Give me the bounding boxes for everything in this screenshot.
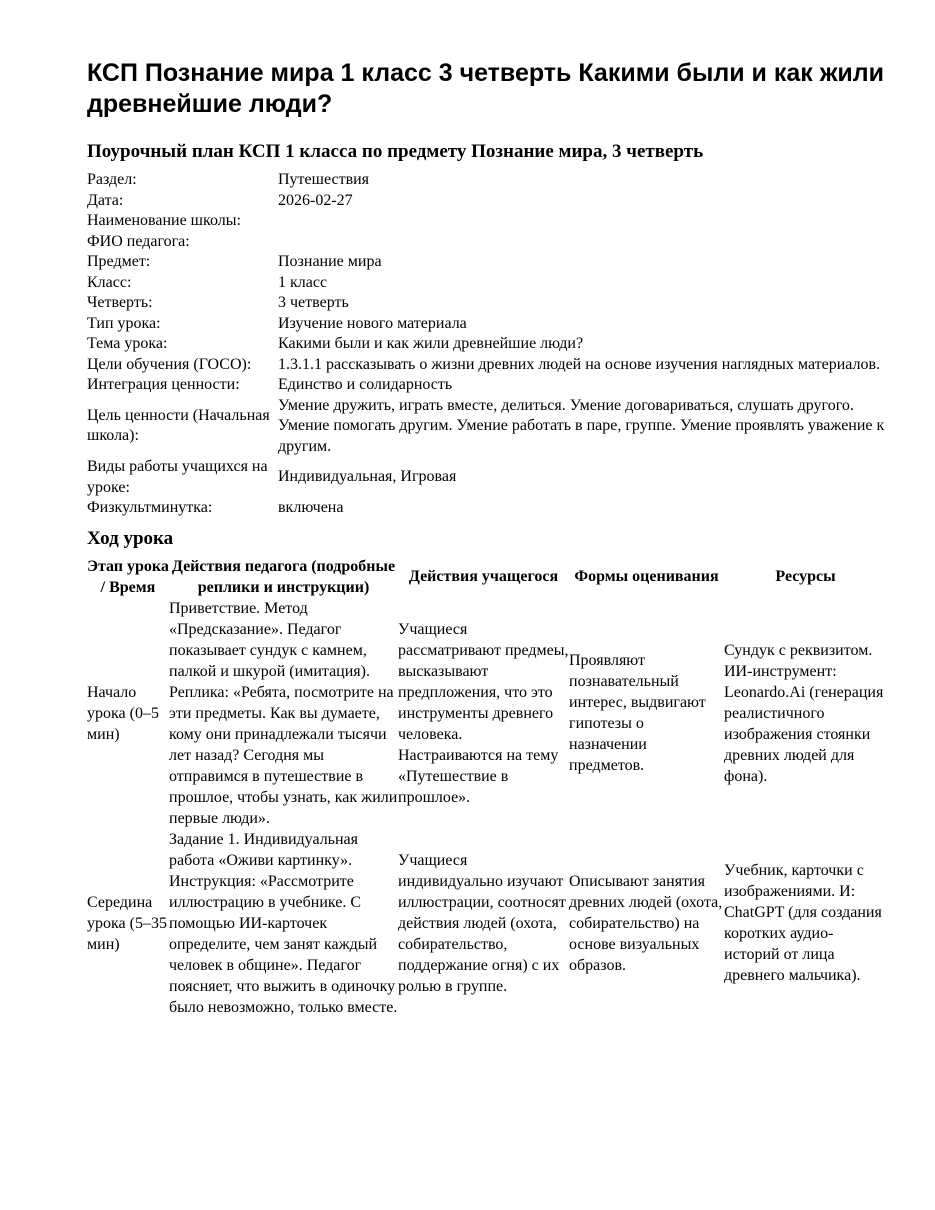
info-label: Четверть:: [87, 294, 153, 311]
info-row: [87, 191, 893, 212]
info-label: Тема урока:: [87, 335, 168, 352]
info-value: Путешествия: [278, 171, 370, 188]
cell-student: Учащиеся рассматривают предмеы, высказывают предпложения, что это инструменты древнего человека. Настраиваются на тему «Путешествие в прошлое».: [398, 620, 569, 806]
info-value: Познание мира: [278, 253, 382, 270]
cell-teacher: Приветствие. Метод «Предсказание». Педагог показывает сундук с камнем, палкой и шкурой (имитация). Реплика: «Ребята, посмотрите на эти предметы. Как вы думаете, кому они принадлежали тысячи лет назад? Сегодня мы отправимся в путешествие в прошлое, чтобы узнать, как жили первые люди».: [169, 599, 398, 827]
table-header-row: [87, 556, 887, 598]
info-value: 1 класс: [278, 273, 328, 291]
cell-stage: Середина урока (5–35 мин): [87, 893, 167, 953]
info-label: ФИО педагога:: [87, 232, 190, 250]
column-header-resources: Ресурсы: [775, 568, 836, 585]
info-value: Изучение нового материала: [278, 314, 467, 332]
info-label: Наименование школы:: [87, 212, 241, 229]
cell-teacher: Задание 1. Индивидуальная работа «Оживи картинку». Инструкция: «Рассмотрите иллюстрацию в учебнике. С помощью ИИ-карточек определите, чем занят каждый человек в общине». Педагог поясняет, что выжить в одиночку было невозможно, только вместе.: [169, 830, 398, 1016]
cell-resources: Сундук с реквизитом. ИИ-инструмент: Leonardo.Ai (генерация реалистичного изображения стоянки древних людей для фона).: [724, 641, 884, 785]
info-row: [87, 355, 893, 376]
cell-assessment: Описывают занятия древних людей (охота, собирательство) на основе визуальных образов.: [569, 872, 723, 974]
cell-student: Учащиеся индивидуально изучают иллюстрации, соотносят действия людей (охота, собирательство, поддержание огня) с их ролью в группе.: [398, 851, 566, 995]
column-header-student: Действия учащегося: [408, 568, 559, 585]
info-value: 3 четверть: [278, 294, 349, 311]
info-row: [87, 252, 893, 273]
column-header-assessment: Формы оценивания: [574, 568, 719, 585]
info-label: Цели обучения (ГОСО):: [87, 355, 252, 373]
info-row: [87, 170, 893, 191]
info-value: Умение дружить, играть вместе, делиться. Умение договариваться, слушать другого. Умение помогать другим. Умение работать в паре, группе. Умение проявлять уважение к другим.: [278, 396, 885, 455]
info-value: 2026-02-27: [278, 191, 353, 209]
info-label: Цель ценности (Начальная школа):: [87, 406, 270, 445]
info-row: [87, 396, 893, 458]
info-value: Какими были и как жили древнейшие люди?: [278, 335, 584, 352]
progress-heading: Ход урока: [87, 527, 174, 549]
info-label: Тип урока:: [87, 314, 161, 332]
info-label: Интеграция ценности:: [87, 376, 240, 393]
info-label: Предмет:: [87, 253, 151, 270]
info-value: [278, 211, 893, 232]
info-row: [87, 498, 893, 519]
info-value: [278, 232, 893, 253]
lesson-progress-table: [87, 556, 887, 1018]
info-value: 1.3.1.1 рассказывать о жизни древних людей на основе изучения наглядных материалов.: [278, 355, 881, 373]
info-label: Класс:: [87, 273, 132, 291]
cell-resources: Учебник, карточки с изображениями. И: ChatGPT (для создания коротких аудио-историй от лица древнего мальчика).: [724, 862, 882, 984]
info-label: Раздел:: [87, 171, 137, 188]
info-row: [87, 457, 893, 498]
cell-stage: Начало урока (0–5 мин): [87, 683, 159, 743]
info-row: [87, 293, 893, 314]
info-value: Единство и солидарность: [278, 376, 453, 393]
info-row: [87, 375, 893, 396]
lesson-info-table: [87, 170, 893, 519]
table-row: [87, 598, 887, 829]
info-row: [87, 314, 893, 335]
info-row: [87, 334, 893, 355]
info-row: [87, 273, 893, 294]
info-value: Индивидуальная, Игровая: [278, 468, 457, 486]
cell-assessment: Проявляют познавательный интерес, выдвигают гипотезы о назначении предметов.: [569, 652, 706, 774]
column-header-stage: Этап урока / Время: [87, 557, 169, 596]
info-label: Дата:: [87, 191, 124, 209]
info-label: Виды работы учащихся на уроке:: [87, 458, 268, 496]
document-title: КСП Познание мира 1 класс 3 четверть Какими были и как жили древнейшие люди?: [87, 59, 885, 118]
table-row: [87, 829, 887, 1018]
info-label: Физкультминутка:: [87, 499, 213, 516]
info-row: [87, 211, 893, 232]
column-header-teacher: Действия педагога (подробные реплики и инструкции): [171, 557, 396, 596]
plan-heading: Поурочный план КСП 1 класса по предмету Познание мира, 3 четверть: [87, 141, 704, 162]
info-row: [87, 232, 893, 253]
info-value: включена: [278, 499, 344, 516]
